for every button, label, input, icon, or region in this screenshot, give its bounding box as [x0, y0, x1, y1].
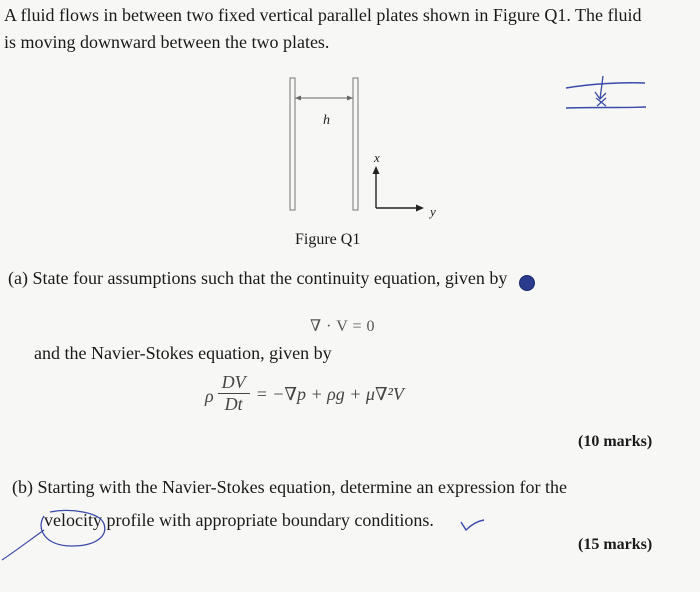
part-a-marks: (10 marks)	[578, 433, 653, 450]
part-a-text: (a) State four assumptions such that the continuity equation, given by	[8, 268, 508, 288]
y-axis-arrow	[416, 205, 424, 212]
question-intro	[4, 2, 684, 56]
ns-right-hand-side: = −∇p + ρg + μ∇²V	[255, 384, 404, 404]
ns-denominator: Dt	[224, 394, 243, 414]
gap-arrow-right	[347, 96, 353, 101]
ns-material-derivative	[218, 372, 250, 415]
right-plate	[353, 78, 358, 210]
gap-arrow-left	[295, 96, 301, 101]
part-b-line-2: velocity profile with appropriate boundary conditions.	[44, 510, 434, 530]
gap-label: h	[323, 113, 330, 128]
navier-stokes-equation	[205, 372, 404, 415]
pen-scribble-top-line	[566, 83, 645, 88]
intro-line-1: A fluid flows in between two fixed vertical parallel plates shown in Figure Q1. The fluid	[4, 5, 642, 25]
figure-caption: Figure Q1	[295, 231, 361, 248]
figure-q1-diagram	[270, 70, 470, 230]
navier-stokes-intro: and the Navier-Stokes equation, given by	[34, 343, 332, 363]
pen-scribble-bottom-line	[566, 107, 646, 108]
intro-line-2: is moving downward between the two plates.	[4, 32, 330, 52]
part-b-marks: (15 marks)	[578, 536, 653, 553]
part-b-line-1: (b) Starting with the Navier-Stokes equation, determine an expression for the	[12, 477, 567, 497]
pen-scribble-cross	[596, 98, 606, 106]
continuity-equation: ∇ · V = 0	[310, 318, 375, 335]
pen-check-mark	[461, 520, 484, 530]
x-axis-label: x	[374, 150, 380, 165]
left-plate	[290, 78, 295, 210]
ns-density-coef: ρ	[205, 386, 214, 406]
pen-dot-mark	[519, 275, 535, 291]
pen-circle-tail	[2, 530, 44, 560]
ns-numerator: DV	[221, 372, 246, 392]
x-axis-arrow	[373, 166, 380, 174]
y-axis-label: y	[430, 204, 436, 219]
pen-scribble-arrow	[595, 76, 606, 99]
